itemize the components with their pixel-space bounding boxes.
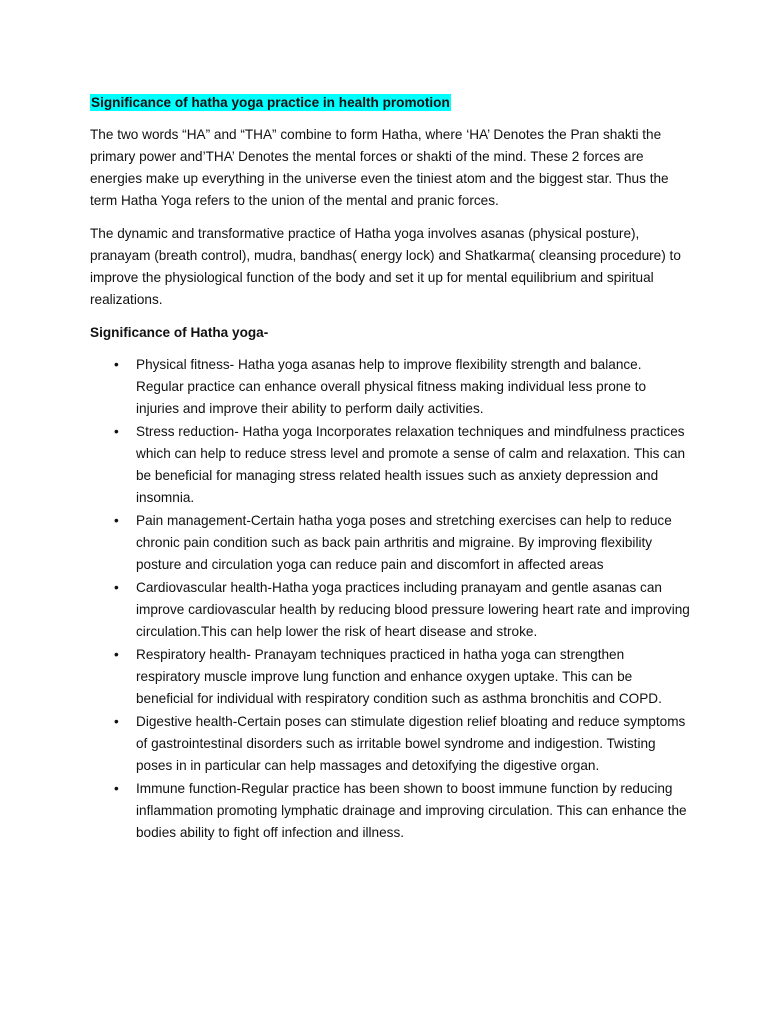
significance-list bbox=[90, 354, 690, 844]
list-item bbox=[90, 510, 690, 576]
bullet-icon: • bbox=[114, 580, 119, 595]
list-item-text: Digestive health-Certain poses can stimulate digestion relief bloating and reduce symptoms of gastrointestinal disorders such as irritable bowel syndrome and indigestion. Twisting poses in in particular can help massages and detoxifying the digestive organ. bbox=[136, 714, 686, 773]
bullet-icon: • bbox=[114, 647, 119, 662]
practice-paragraph: The dynamic and transformative practice of Hatha yoga involves asanas (physical posture), pranayam (breath control), mudra, bandhas( energy lock) and Shatkarma( cleansing procedure) to improve the physiological function of the body and set it up for mental equilibrium and spiritual realizations. bbox=[90, 226, 681, 307]
highlighted-title-text: Significance of hatha yoga practice in health promotion bbox=[91, 95, 450, 110]
list-item bbox=[90, 778, 690, 844]
list-item bbox=[90, 577, 690, 643]
list-item-text: Pain management-Certain hatha yoga poses and stretching exercises can help to reduce chronic pain condition such as back pain arthritis and migraine. By improving flexibility posture and circulation yoga can reduce pain and discomfort in affected areas bbox=[136, 513, 672, 572]
bullet-icon: • bbox=[114, 357, 119, 372]
bullet-icon: • bbox=[114, 781, 119, 796]
intro-paragraph: The two words “HA” and “THA” combine to form Hatha, where ‘HA’ Denotes the Pran shakti the primary power and’THA’ Denotes the mental forces or shakti of the mind. These 2 forces are energies make up everything in the universe even the tiniest atom and the biggest star. Thus the term Hatha Yoga refers to the union of the mental and pranic forces. bbox=[90, 127, 669, 208]
document-page bbox=[90, 92, 690, 845]
list-item-text: Respiratory health- Pranayam techniques practiced in hatha yoga can strengthen respiratory muscle improve lung function and enhance oxygen uptake. This can be beneficial for individual with respiratory condition such as asthma bronchitis and COPD. bbox=[136, 647, 662, 706]
list-item-text: Physical fitness- Hatha yoga asanas help to improve flexibility strength and balance. Regular practice can enhance overall physical fitness making individual less prone to injuries and improve their ability to perform daily activities. bbox=[136, 357, 647, 416]
list-item-text: Cardiovascular health-Hatha yoga practices including pranayam and gentle asanas can improve cardiovascular health by reducing blood pressure lowering heart rate and improving circulation.This can help lower the risk of heart disease and stroke. bbox=[136, 580, 690, 639]
list-item bbox=[90, 354, 690, 420]
bullet-icon: • bbox=[114, 424, 119, 439]
list-item bbox=[90, 644, 690, 710]
list-item bbox=[90, 711, 690, 777]
bullet-icon: • bbox=[114, 714, 119, 729]
section-subheading: Significance of Hatha yoga- bbox=[90, 325, 269, 340]
list-item-text: Stress reduction- Hatha yoga Incorporates relaxation techniques and mindfulness practices which can help to reduce stress level and promote a sense of calm and relaxation. This can be beneficial for managing stress related health issues such as anxiety depression and insomnia. bbox=[136, 424, 686, 505]
list-item bbox=[90, 421, 690, 509]
document-title bbox=[90, 92, 690, 114]
list-item-text: Immune function-Regular practice has been shown to boost immune function by reducing inflammation promoting lymphatic drainage and improving circulation. This can enhance the bodies ability to fight off infection and illness. bbox=[136, 781, 687, 840]
bullet-icon: • bbox=[114, 513, 119, 528]
